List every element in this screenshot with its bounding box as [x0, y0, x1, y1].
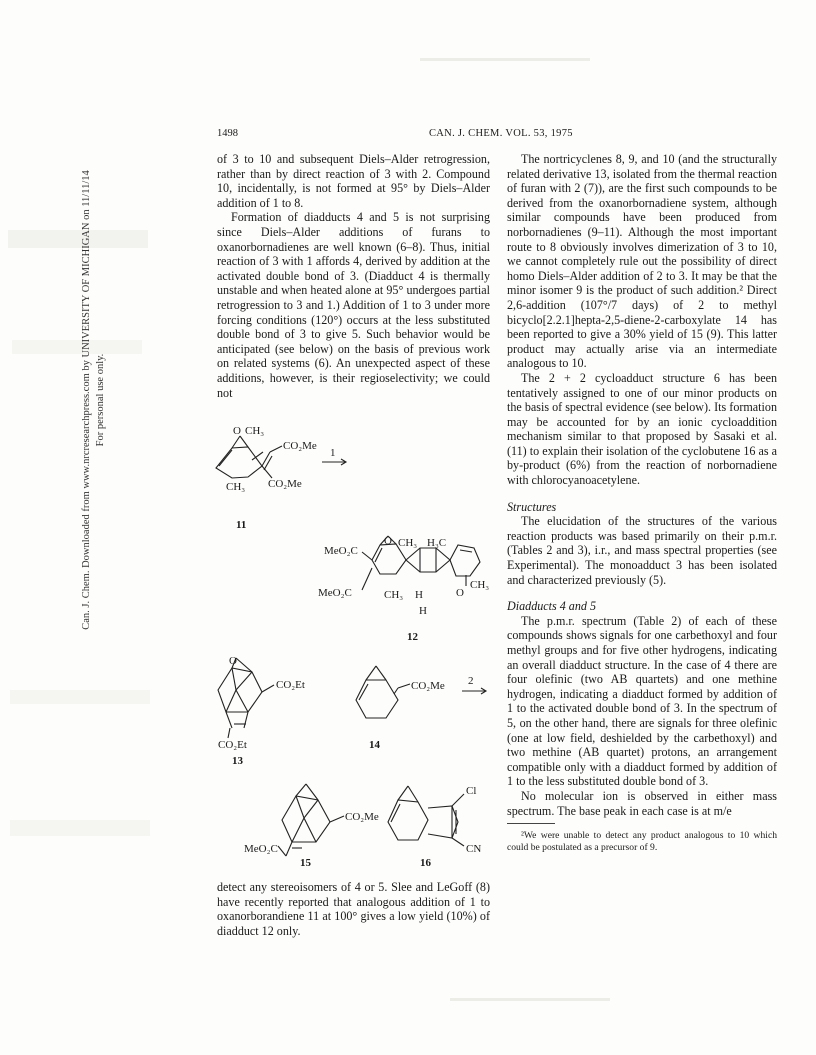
section-heading-diadducts: Diadducts 4 and 5	[507, 599, 597, 614]
footnote: ²We were unable to detect any product analogous to 10 which could be postulated as a precursor of 9.	[507, 830, 777, 853]
paragraph: The elucidation of the structures of the various reaction products was based primarily on their p.m.r. (Tables 2 and 3), i.r., and mass spectral properties (see Experimental). The monoadduct 3 has been isolated and characterized previously (5).	[507, 514, 777, 587]
structure-label: H	[419, 605, 427, 617]
structure-label: MeO₂C	[244, 843, 278, 855]
structure-label: O	[233, 425, 241, 437]
structure-label: CH₃	[398, 537, 418, 549]
paragraph: The p.m.r. spectrum (Table 2) of each of these compounds shows signals for one carbethoxyl and four methyl groups and for five other hydrogens, indicating an overall diadduct structure. In the case of 4 there are four olefinic (two AB quartets) and one methine hydrogen, indicating a diadduct formed by addition of 1 to the activated double bond of 3. In the spectrum of 5, on the other hand, there are signals for three olefinic (one at low field, deshielded by the carbethoxyl) and two methine (AB quartet) protons, an arrangement compatible only with a diadduct formed by addition of 1 to the less substituted double bond of 3.	[507, 613, 777, 789]
structure-12	[362, 536, 480, 590]
paragraph: Formation of diadducts 4 and 5 is not surprising since Diels–Alder additions of furans to oxanorbornadienes are well known (6–8). Thus, initial reaction of 3 with 1 affords 4, derived by addition at the activated double bond of 3. (Diadduct 4 is thermally unstable and when heated alone at 95° undergoes partial retrogression to 3 and 1.) Addition of 1 to 3 under more forcing conditions (120°) occurs at the less substituted double bond of 3 to give 5. Such behavior would be anticipated (see below) on the basis of previous work on related systems (6). An unexpected aspect of these additions, however, is their regioselectivity; we could not	[217, 210, 490, 400]
side-note-line2: For personal use only.	[95, 353, 106, 447]
reagent-label: 1	[330, 447, 336, 459]
structure-label: CH₃	[245, 425, 265, 437]
compound-number-16: 16	[420, 857, 431, 869]
structure-16	[388, 786, 464, 846]
structure-label: CH₃	[470, 579, 490, 591]
structure-label: Cl	[466, 785, 477, 797]
side-note-line1: Can. J. Chem. Downloaded from www.nrcresearchpress.com by UNIVERSITY OF MICHIGAN on 11/11/14	[81, 170, 92, 630]
compound-number-12: 12	[407, 631, 418, 643]
structure-15	[278, 784, 344, 856]
structure-label: MeO₂C	[318, 587, 352, 599]
paragraph: No molecular ion is observed in either mass spectrum. The base peak in each case is at m/e	[507, 788, 777, 818]
structure-label: CO₂Et	[276, 679, 305, 691]
structure-label: O	[456, 587, 464, 599]
compound-number-15: 15	[300, 857, 311, 869]
structure-11	[216, 436, 346, 478]
structure-label: O	[384, 535, 392, 547]
structure-label: CO₂Me	[345, 811, 379, 823]
structure-label: CH₃	[384, 589, 404, 601]
structure-label: MeO₂C	[324, 545, 358, 557]
structure-label: H	[415, 589, 423, 601]
paragraph: The nortricyclenes 8, 9, and 10 (and the structurally related derivative 13, isolated from the thermal reaction of furan with 2 (7)), are the first such compounds to be derived from the oxanorbornadiene system, although similar compounds have been produced from norbornadienes (9–11). Although the most important route to 8 obviously involves dimerization of 3 to 10, we cannot completely rule out the possibility of direct homo Diels–Alder addition of 2 to 3. It may be that the minor isomer 9 is the product of such addition.² Direct 2,6-addition (107°/7 days) of 2 to methyl bicyclo[2.2.1]hepta-2,5-diene-2-carboxylate 14 has been reported to give a 30% yield of 15 (9). This latter product may actually arise via an intermediate analogous to 10.	[507, 152, 777, 371]
structure-label: CO₂Me	[411, 680, 445, 692]
paragraph: The 2 + 2 cycloadduct structure 6 has been tentatively assigned to one of our minor products on the basis of spectral evidence (see below). Its formation may be accounted for by an ionic cycloaddition mechanism similar to that proposed by Sasaki et al. (11) to explain their isolation of the cyclobutene 16 as a by-product (6%) from the reaction of norbornadiene with chlorocyanoacetylene.	[507, 370, 777, 488]
compound-number-14: 14	[369, 739, 380, 751]
paragraph: of 3 to 10 and subsequent Diels–Alder retrogression, rather than by direct reaction of 3 with 2. Compound 10, incidentally, is not formed at 95° by Diels–Alder addition of 1 to 8.	[217, 152, 490, 210]
reagent-label: 2	[468, 675, 474, 687]
structure-label: CO₂Et	[218, 739, 247, 751]
structure-label: CO₂Me	[268, 478, 302, 490]
journal-citation: CAN. J. CHEM. VOL. 53, 1975	[429, 128, 573, 139]
paragraph: detect any stereoisomers of 4 or 5. Slee and LeGoff (8) have recently reported that analogous addition of 1 to oxanorborandiene 11 at 100° gives a low yield (10%) of diadduct 12 only.	[217, 880, 490, 938]
structure-label: H₃C	[427, 537, 447, 549]
structure-label: O	[229, 655, 237, 667]
section-heading-structures: Structures	[507, 499, 557, 514]
page-number: 1498	[217, 128, 238, 139]
structure-label: CH₃	[226, 481, 246, 493]
structure-13	[218, 658, 274, 738]
compound-number-11: 11	[236, 519, 247, 531]
structure-label: CO₂Me	[283, 440, 317, 452]
structure-14	[356, 666, 486, 718]
structure-label: CN	[466, 843, 482, 855]
compound-number-13: 13	[232, 755, 243, 767]
